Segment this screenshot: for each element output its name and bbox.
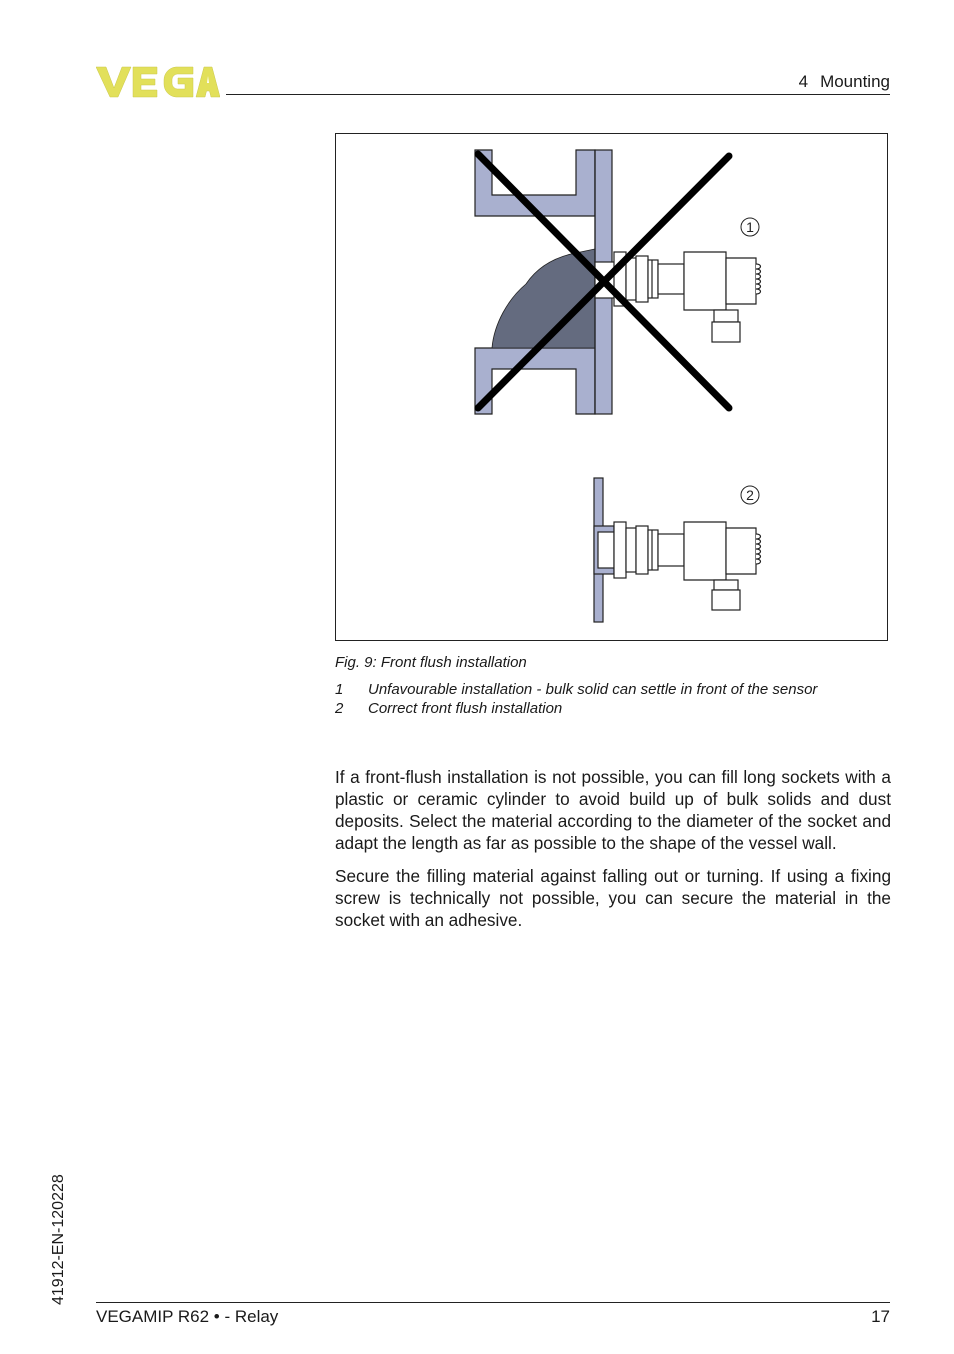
paragraph: Secure the filling material against falling out or turning. If using a fixing screw is technically not possible, you can secure the material in the socket with an adhesive. <box>335 866 891 930</box>
figure-legend <box>335 680 817 718</box>
front-flush-diagram <box>336 134 889 642</box>
section-title: Mounting <box>820 72 890 91</box>
document-code: 41912-EN-120228 <box>50 1174 67 1305</box>
flange-lower <box>475 348 595 414</box>
vega-logo <box>96 66 220 98</box>
sensor-2 <box>598 522 761 610</box>
paragraph: If a front-flush installation is not possible, you can fill long sockets with a plastic or ceramic cylinder to avoid build up of bulk solids and dust deposits. Select the material according to the diameter of the socket and adapt the length as far as possible to the shape of the vessel wall. <box>335 767 891 853</box>
footer-rule <box>96 1302 890 1303</box>
correct-installation-drawing <box>594 478 761 622</box>
flange-upper <box>475 150 595 216</box>
section-heading <box>799 72 890 92</box>
legend-text: Correct front flush installation <box>368 700 563 717</box>
unfavourable-installation-drawing <box>475 150 761 414</box>
legend-number: 2 <box>335 700 344 717</box>
callout-1: 1 <box>746 219 754 235</box>
legend-text: Unfavourable installation - bulk solid can settle in front of the sensor <box>368 681 818 698</box>
legend-item <box>335 680 817 699</box>
legend-number: 1 <box>335 681 344 698</box>
callout-2: 2 <box>746 487 754 503</box>
page-number: 17 <box>871 1307 890 1326</box>
bulk-solid <box>492 249 595 348</box>
legend-item <box>335 699 817 718</box>
body-text <box>335 766 891 942</box>
header-rule <box>226 94 890 95</box>
sensor-1 <box>614 252 761 342</box>
section-number: 4 <box>798 72 809 91</box>
figure-caption: Fig. 9: Front flush installation <box>335 654 527 671</box>
footer-product: VEGAMIP R62 • - Relay <box>96 1307 279 1326</box>
figure-frame <box>335 133 888 641</box>
